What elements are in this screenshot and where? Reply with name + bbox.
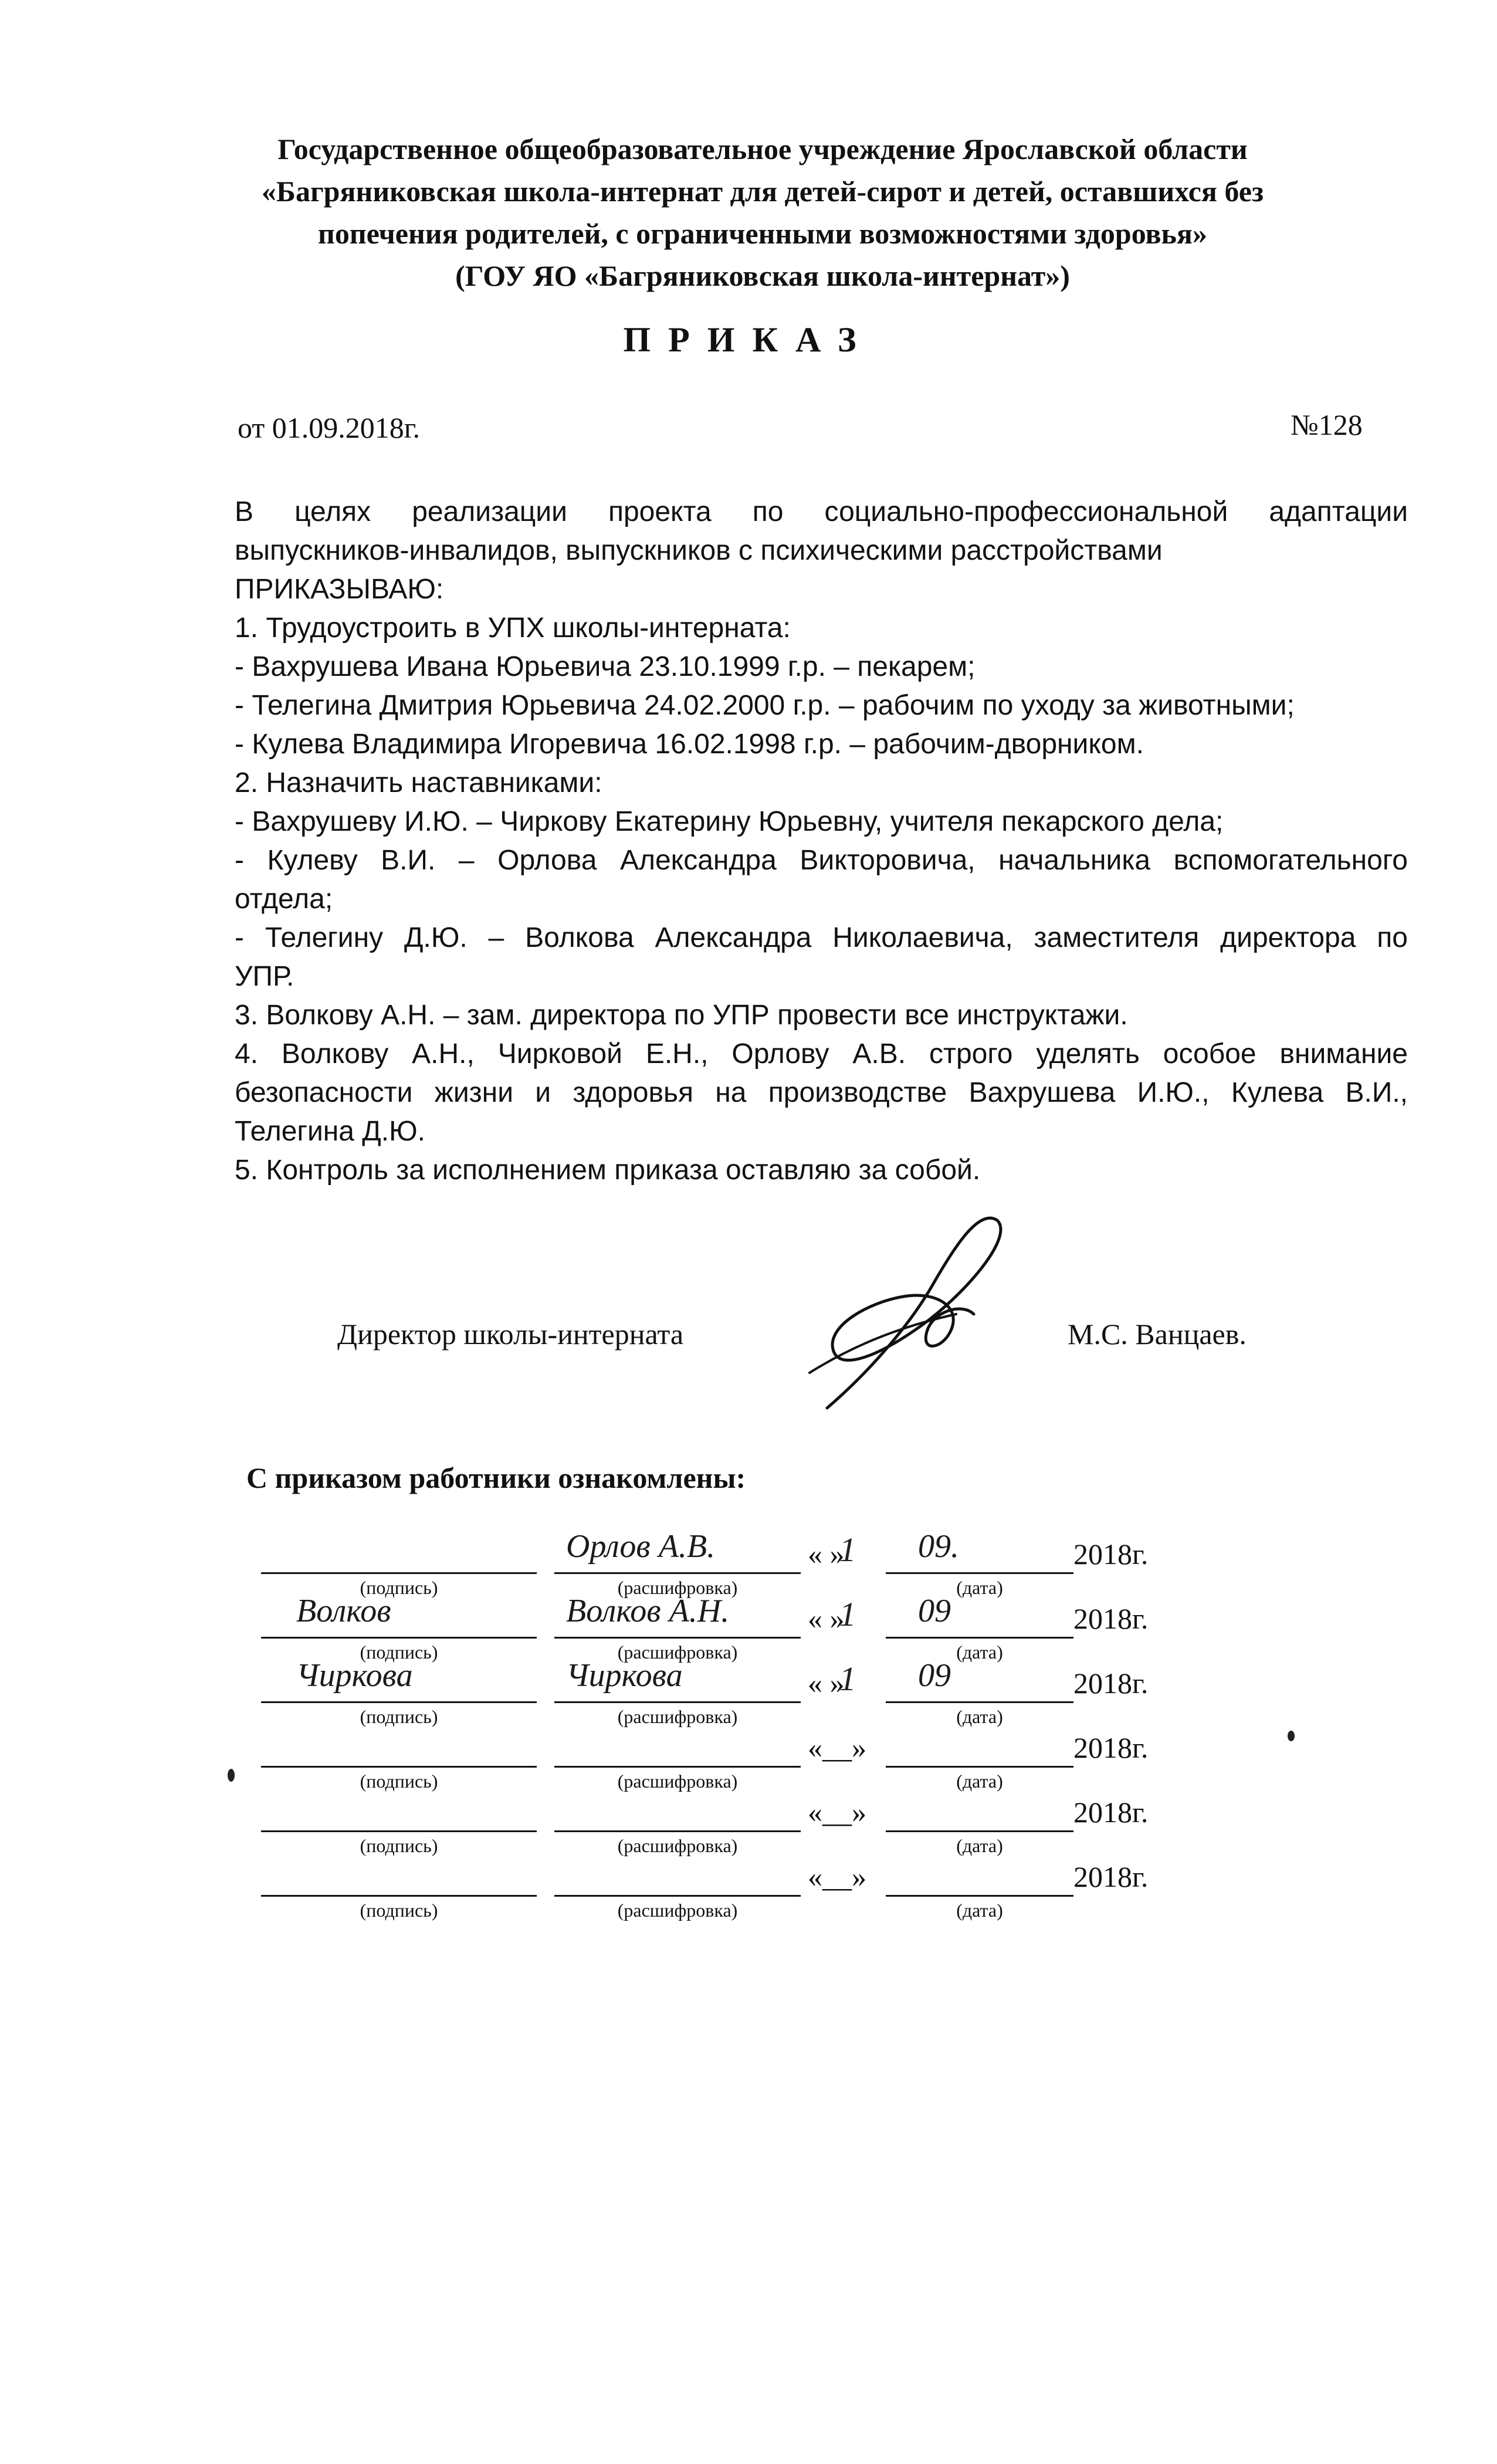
sign-line: [261, 1701, 537, 1703]
decode-line: [554, 1766, 801, 1768]
handwritten-month: 09: [918, 1657, 951, 1694]
order-date: от 01.09.2018г.: [238, 411, 421, 444]
sign-caption: (подпись): [360, 1900, 438, 1921]
decode-line: [554, 1572, 801, 1574]
signer-position: Директор школы-интерната: [337, 1318, 684, 1351]
date-caption: (дата): [956, 1577, 1003, 1598]
decode-caption: (расшифровка): [617, 1835, 738, 1856]
sign-line: [261, 1830, 537, 1832]
day-field: «__»: [808, 1731, 866, 1764]
year-label: 2018г.: [1073, 1796, 1149, 1829]
year-label: 2018г.: [1073, 1538, 1149, 1571]
date-line: [886, 1701, 1073, 1703]
handwritten-day: 1: [839, 1595, 856, 1633]
item-2-c-line-2: УПР.: [235, 961, 294, 992]
handwritten-signature: Волков: [296, 1593, 391, 1629]
signature-row: [261, 1593, 1211, 1663]
date-caption: (дата): [956, 1835, 1003, 1856]
sign-caption: (подпись): [360, 1835, 438, 1856]
item-2-c-line-1: - Телегину Д.Ю. – Волкова Александра Николаевича, заместителя директора по: [235, 922, 1408, 953]
handwritten-signature: Чиркова: [296, 1657, 413, 1694]
header-line-3: попечения родителей, с ограниченными возможностями здоровья»: [318, 217, 1207, 250]
day-field: « »: [808, 1667, 845, 1700]
intro-line-2: выпускников-инвалидов, выпускников с психическими расстройствами: [235, 535, 1163, 566]
date-caption: (дата): [956, 1771, 1003, 1792]
sign-line: [261, 1895, 537, 1897]
item-1-a: - Вахрушева Ивана Юрьевича 23.10.1999 г.р. – пекарем;: [235, 651, 976, 682]
item-1-b: - Телегина Дмитрия Юрьевича 24.02.2000 г.р. – рабочим по уходу за животными;: [235, 690, 1295, 721]
institution-header: [153, 128, 1373, 297]
item-3: 3. Волкову А.Н. – зам. директора по УПР провести все инструктажи.: [235, 1000, 1128, 1031]
item-2-b-line-2: отдела;: [235, 884, 333, 915]
item-2-b-line-1: - Кулеву В.И. – Орлова Александра Викторовича, начальника вспомогательного: [235, 845, 1408, 876]
scan-speck: [1288, 1731, 1295, 1741]
handwritten-month: 09: [918, 1593, 951, 1629]
handwritten-decode: Волков А.Н.: [566, 1593, 730, 1629]
year-label: 2018г.: [1073, 1667, 1149, 1700]
intro-line-1: В целях реализации проекта по социально-профессиональной адаптации: [235, 496, 1408, 527]
signature-row: [261, 1657, 1211, 1727]
date-caption: (дата): [956, 1641, 1003, 1663]
header-line-2: «Багряниковская школа-интернат для детей-сирот и детей, оставшихся без: [261, 175, 1264, 208]
handwritten-day: 1: [839, 1531, 856, 1569]
decode-caption: (расшифровка): [617, 1900, 738, 1921]
decode-caption: (расшифровка): [617, 1641, 738, 1663]
order-number: №128: [1291, 408, 1363, 441]
item-4-line-3: Телегина Д.Ю.: [235, 1116, 425, 1147]
sign-caption: (подпись): [360, 1641, 438, 1663]
day-field: «__»: [808, 1860, 866, 1893]
sign-caption: (подпись): [360, 1771, 438, 1792]
decode-line: [554, 1895, 801, 1897]
decode-caption: (расшифровка): [617, 1771, 738, 1792]
day-field: «__»: [808, 1796, 866, 1829]
header-line-1: Государственное общеобразовательное учреждение Ярославской области: [277, 133, 1248, 165]
date-caption: (дата): [956, 1900, 1003, 1921]
sign-caption: (подпись): [360, 1577, 438, 1598]
item-2: 2. Назначить наставниками:: [235, 767, 602, 798]
scan-speck: [228, 1769, 235, 1782]
order-word: ПРИКАЗЫВАЮ:: [235, 574, 444, 605]
order-body: [235, 493, 1408, 1190]
sign-line: [261, 1637, 537, 1639]
handwritten-decode: Чиркова: [566, 1657, 683, 1694]
year-label: 2018г.: [1073, 1602, 1149, 1635]
decode-caption: (расшифровка): [617, 1577, 738, 1598]
signature-row: [261, 1854, 1211, 1921]
item-5: 5. Контроль за исполнением приказа оставляю за собой.: [235, 1155, 981, 1186]
date-line: [886, 1637, 1073, 1639]
signature-row: [261, 1789, 1211, 1854]
signature-row: [261, 1528, 1211, 1598]
decode-line: [554, 1830, 801, 1832]
sign-line: [261, 1572, 537, 1574]
date-line: [886, 1572, 1073, 1574]
sign-line: [261, 1766, 537, 1768]
document-title: ПРИКАЗ: [623, 320, 874, 359]
sign-caption: (подпись): [360, 1706, 438, 1727]
header-line-4: (ГОУ ЯО «Багряниковская школа-интернат»): [455, 259, 1070, 292]
date-caption: (дата): [956, 1706, 1003, 1727]
director-signature-icon: [786, 1197, 1032, 1431]
date-line: [886, 1830, 1073, 1832]
date-line: [886, 1766, 1073, 1768]
day-field: « »: [808, 1538, 845, 1571]
signature-row: [261, 1725, 1211, 1792]
signer-name: М.С. Ванцаев.: [1068, 1318, 1247, 1351]
item-4-line-2: безопасности жизни и здоровья на производстве Вахрушева И.Ю., Кулева В.И.,: [235, 1077, 1408, 1108]
item-2-a: - Вахрушеву И.Ю. – Чиркову Екатерину Юрьевну, учителя пекарского дела;: [235, 806, 1224, 837]
year-label: 2018г.: [1073, 1860, 1149, 1893]
handwritten-month: 09.: [918, 1528, 959, 1565]
decode-line: [554, 1701, 801, 1703]
item-4-line-1: 4. Волкову А.Н., Чирковой Е.Н., Орлову А.В. строго уделять особое внимание: [235, 1038, 1408, 1069]
decode-caption: (расшифровка): [617, 1706, 738, 1727]
handwritten-day: 1: [839, 1660, 856, 1698]
date-line: [886, 1895, 1073, 1897]
year-label: 2018г.: [1073, 1731, 1149, 1764]
item-1: 1. Трудоустроить в УПХ школы-интерната:: [235, 612, 791, 644]
handwritten-decode: Орлов А.В.: [566, 1528, 716, 1565]
item-1-c: - Кулева Владимира Игоревича 16.02.1998 г.р. – рабочим-дворником.: [235, 729, 1144, 760]
acknowledgement-title: С приказом работники ознакомлены:: [246, 1461, 746, 1494]
day-field: « »: [808, 1602, 845, 1635]
decode-line: [554, 1637, 801, 1639]
